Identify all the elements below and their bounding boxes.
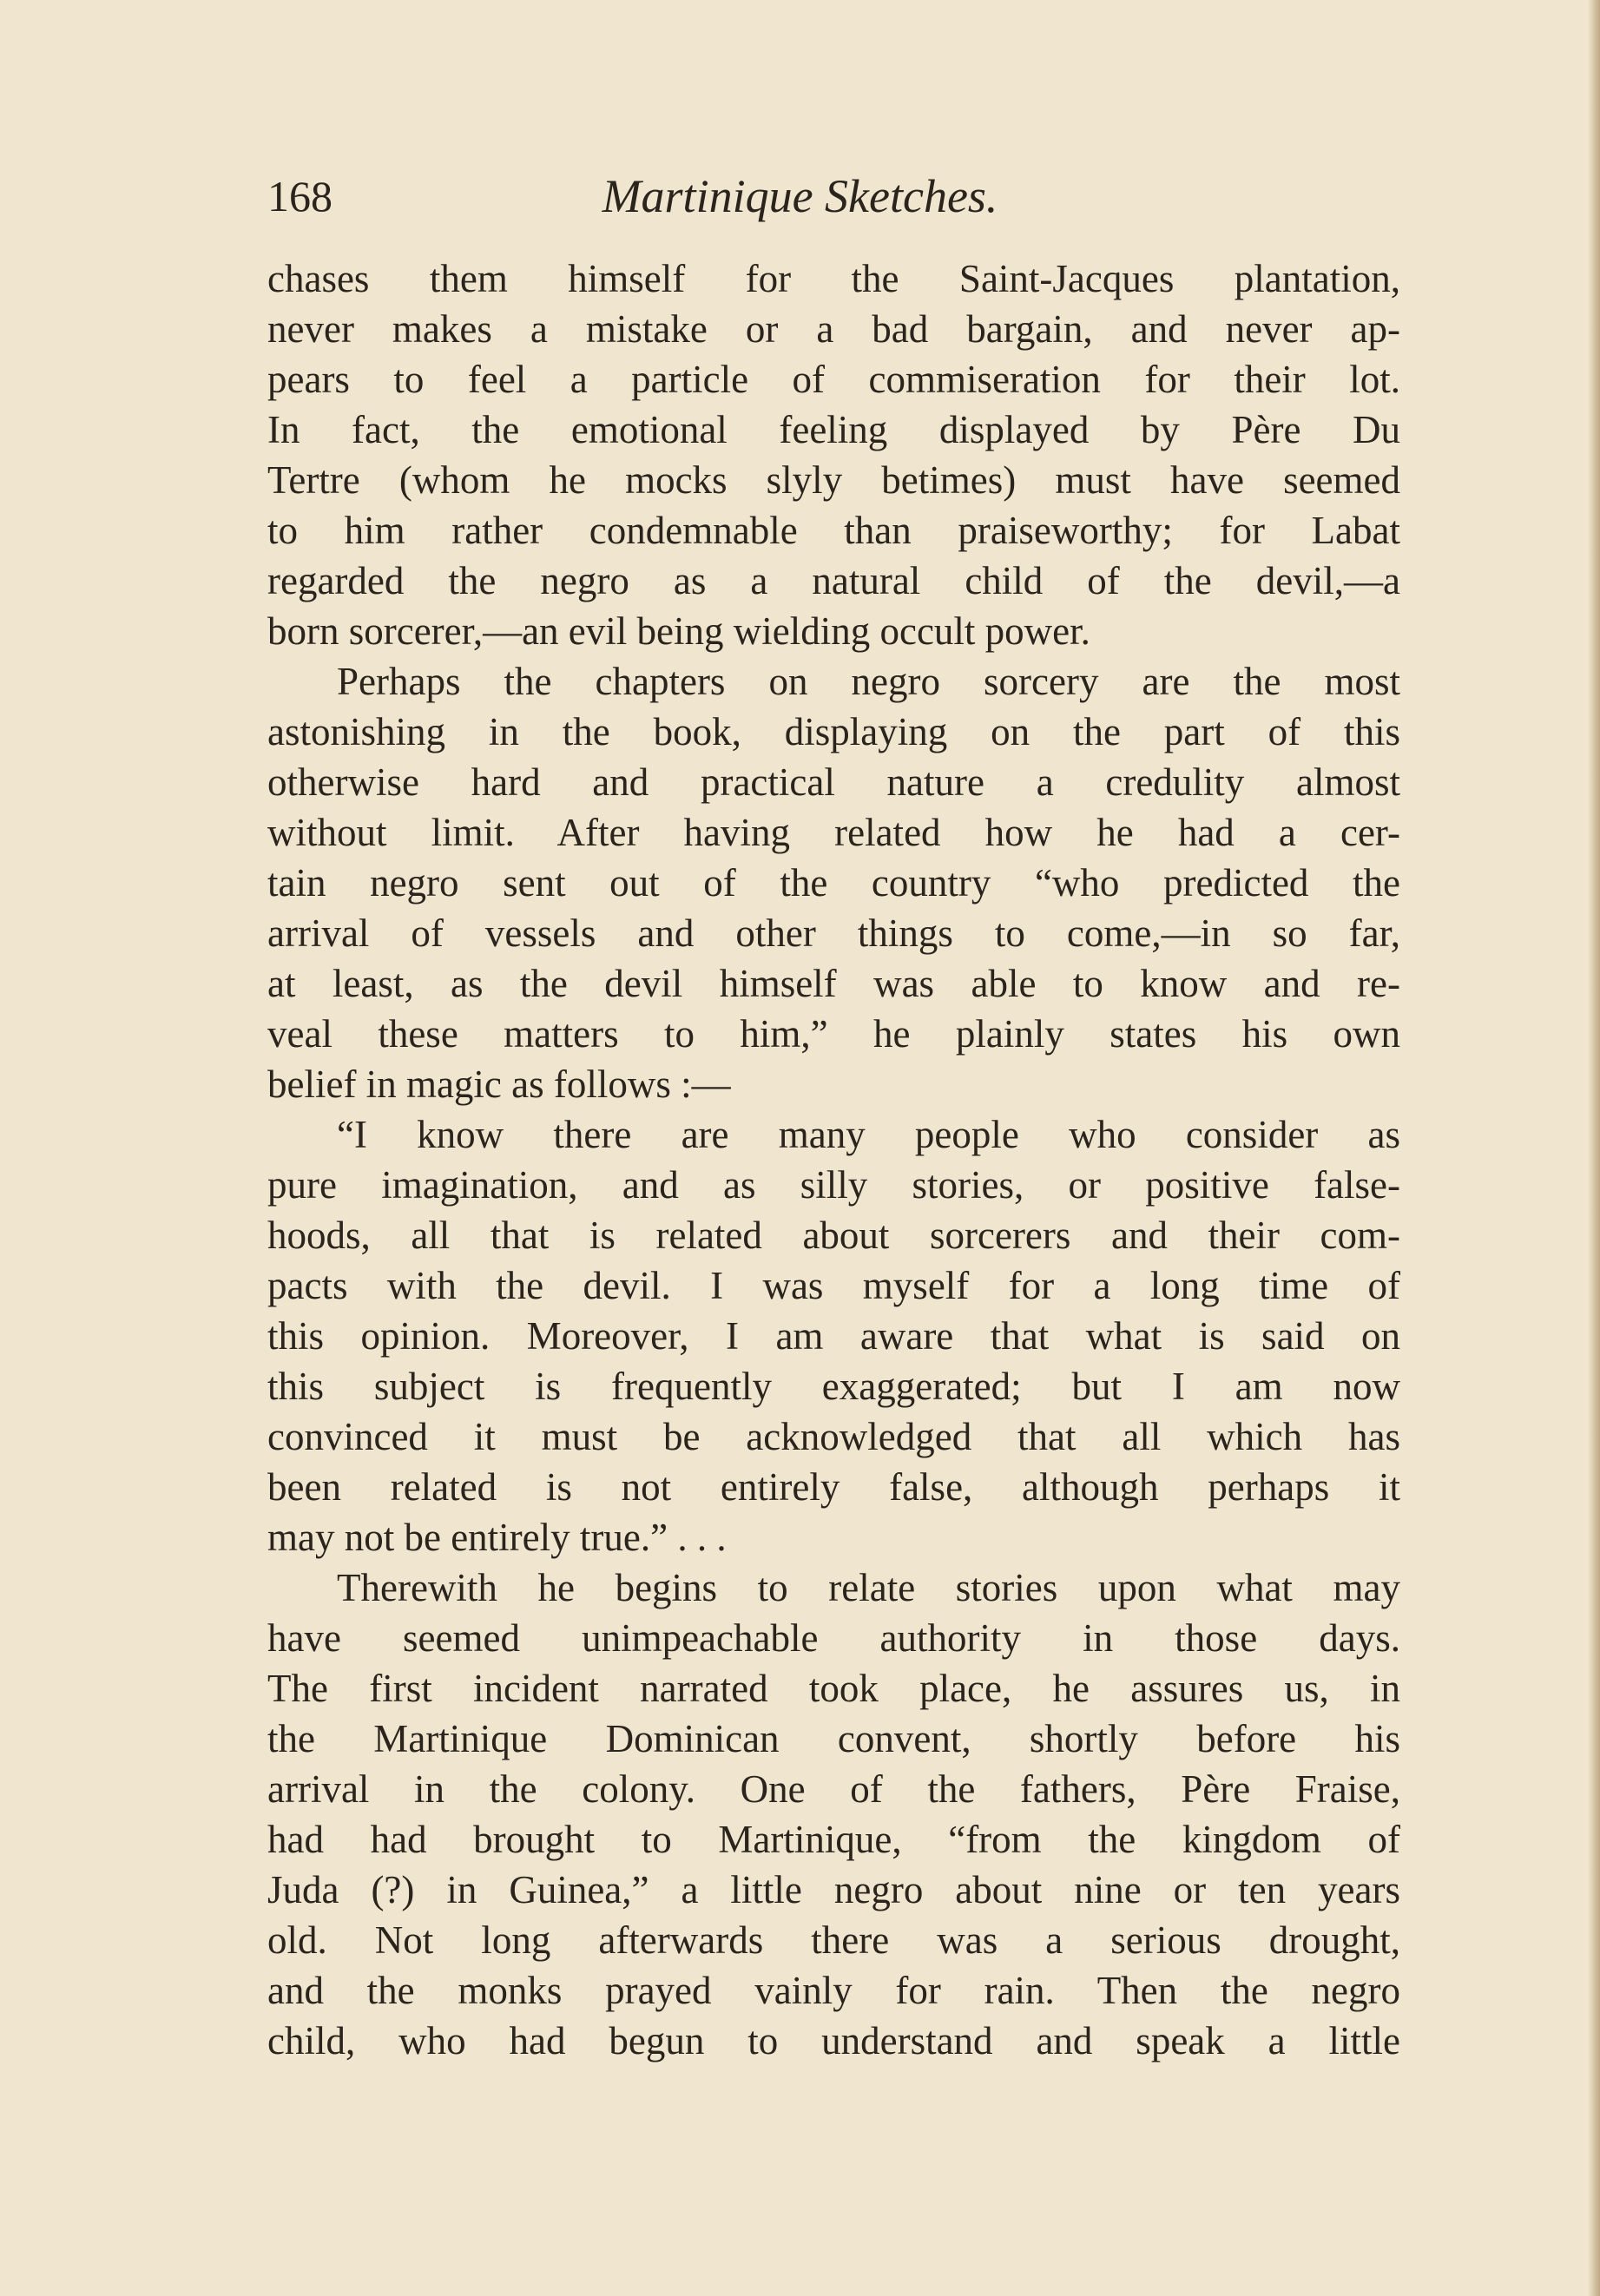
text-line: Perhaps the chapters on negro sorcery are the most <box>337 660 1400 703</box>
text-line: born sorcerer,—an evil being wielding occult power. <box>267 609 1090 653</box>
text-line: child, who had begun to understand and speak a little <box>267 2019 1400 2062</box>
text-line: may not be entirely true.” . . . <box>267 1516 727 1559</box>
text-line: The first incident narrated took place, he assures us, in <box>267 1667 1400 1710</box>
text-line: the Martinique Dominican convent, shortly before his <box>267 1717 1400 1760</box>
text-line: Therewith he begins to relate stories upon what may <box>337 1566 1400 1609</box>
text-line: Juda (?) in Guinea,” a little negro about nine or ten years <box>267 1868 1400 1911</box>
text-line: otherwise hard and practical nature a credulity almost <box>267 760 1400 804</box>
text-line: arrival in the colony. One of the fathers, Père Fraise, <box>267 1767 1400 1811</box>
text-line: convinced it must be acknowledged that all which has <box>267 1415 1400 1458</box>
text-line: chases them himself for the Saint-Jacques plantation, <box>267 257 1400 300</box>
text-line: belief in magic as follows :— <box>267 1062 731 1106</box>
text-line: astonishing in the book, displaying on the part of this <box>267 710 1400 753</box>
text-line: never makes a mistake or a bad bargain, and never ap- <box>267 307 1400 351</box>
text-line: to him rather condemnable than praiseworthy; for Labat <box>267 509 1400 552</box>
text-line: Tertre (whom he mocks slyly betimes) must have seemed <box>267 458 1400 502</box>
text-line: pacts with the devil. I was myself for a long time of <box>267 1264 1400 1307</box>
text-line: “I know there are many people who consider as <box>337 1113 1400 1156</box>
text-line: this subject is frequently exaggerated; but I am now <box>267 1365 1400 1408</box>
text-line: and the monks prayed vainly for rain. Then the negro <box>267 1969 1400 2012</box>
text-line: tain negro sent out of the country “who predicted the <box>267 861 1400 905</box>
text-line: been related is not entirely false, although perhaps it <box>267 1465 1400 1509</box>
text-line: old. Not long afterwards there was a serious drought, <box>267 1918 1400 1962</box>
text-line: In fact, the emotional feeling displayed by Père Du <box>267 408 1400 451</box>
body-text <box>267 253 1400 2066</box>
text-line: arrival of vessels and other things to come,—in so far, <box>267 911 1400 955</box>
text-line: hoods, all that is related about sorcerers and their com- <box>267 1214 1400 1257</box>
page-edge-shadow <box>1588 0 1600 2296</box>
text-line: without limit. After having related how he had a cer- <box>267 811 1400 854</box>
running-head: Martinique Sketches. <box>602 170 998 222</box>
text-line: regarded the negro as a natural child of the devil,—a <box>267 559 1400 602</box>
text-line: veal these matters to him,” he plainly states his own <box>267 1012 1400 1056</box>
text-line: had had brought to Martinique, “from the kingdom of <box>267 1818 1400 1861</box>
page-header <box>0 161 1600 231</box>
text-line: pure imagination, and as silly stories, or positive false- <box>267 1163 1400 1207</box>
page-number: 168 <box>267 172 333 220</box>
text-line: pears to feel a particle of commiseration for their lot. <box>267 358 1400 401</box>
text-line: have seemed unimpeachable authority in those days. <box>267 1616 1400 1660</box>
text-line: at least, as the devil himself was able to know and re- <box>267 962 1400 1005</box>
text-line: this opinion. Moreover, I am aware that what is said on <box>267 1314 1400 1358</box>
